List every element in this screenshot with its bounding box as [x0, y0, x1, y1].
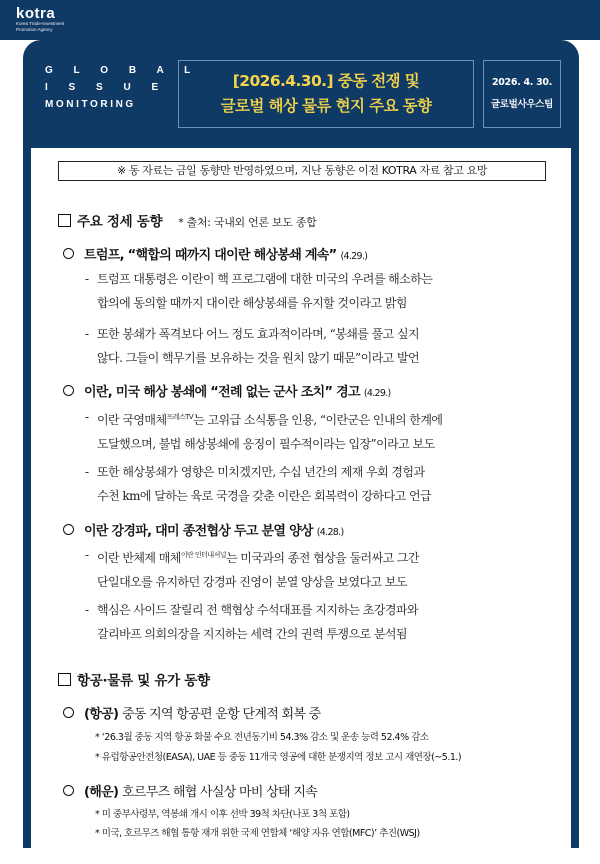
- superscript-source: 프레스TV: [166, 413, 194, 421]
- air-note-1: * ‘26.3월 중동 지역 항공 화물 수요 전년동기비 54.3% 감소 및 운송 능력 52.4% 감소: [95, 732, 429, 743]
- series-label: [45, 62, 199, 113]
- checkbox-square-icon: [58, 673, 71, 686]
- air-headline: [63, 703, 321, 722]
- notice-box: ※ 동 자료는 금일 동향만 반영하였으며, 지난 동향은 이전 KOTRA 자료 참고 요망: [58, 161, 546, 181]
- text-segment: 는 고위급 소식통을 인용, “이란군은 인내의 한계에: [193, 413, 443, 427]
- air-text: 중동 지역 항공편 운항 단계적 회복 중: [122, 707, 321, 722]
- circle-bullet-icon: [63, 385, 74, 396]
- superscript-source: 이란 인터내셔널: [180, 551, 226, 559]
- item-2-headline: [63, 381, 391, 400]
- text-line: 수천 km에 달하는 육로 국경을 갖춘 이란은 회복력이 강하다고 언급: [97, 488, 432, 503]
- item-1-headline: [63, 244, 367, 263]
- text-line: 않다. 그들이 핵무기를 보유하는 것을 원치 않기 때문”이라고 발언: [97, 350, 420, 365]
- series-line-2: I S S U E: [45, 82, 168, 93]
- report-body: [31, 148, 571, 848]
- circle-bullet-icon: [63, 248, 74, 259]
- item-3-headline: [63, 520, 343, 539]
- air-note-2: * 유럽항공안전청(EASA), UAE 등 중동 11개국 영공에 대한 분쟁지역 정보 고시 재연장(~5.1.): [95, 752, 462, 763]
- text-line: 합의에 동의할 때까지 대이란 해상봉쇄를 유지할 것이라고 밝힘: [97, 295, 407, 310]
- section-1-source: * 출처: 국내외 언론 보도 종합: [178, 216, 317, 229]
- logo-sub-2: Promotion Agency: [16, 26, 53, 32]
- item-3-point-2: - 핵심은 사이드 잘릴리 전 핵협상 수석대표를 지지하는 초강경파와 갈리바프 의회의장을 지지하는 세력 간의 권력 투쟁으로 분석됨: [85, 599, 555, 646]
- text-line: 핵심은 사이드 잘릴리 전 핵협상 수석대표를 지지하는 초강경파와: [97, 603, 418, 617]
- text-line: 도달했으며, 불법 해상봉쇄에 응징이 필수적이라는 입장”이라고 보도: [97, 436, 435, 451]
- item-1-point-1: - 트럼프 대통령은 이란이 핵 프로그램에 대한 미국의 우려를 해소하는 합의에 동의할 때까지 대이란 해상봉쇄를 유지할 것이라고 밝힘: [85, 268, 555, 315]
- title-box: [178, 60, 474, 128]
- section-2-heading: [58, 669, 210, 689]
- text-line: 또한 봉쇄가 폭격보다 어느 정도 효과적이라며, “봉쇄를 풀고 싶지: [97, 327, 420, 341]
- shipping-headline: [63, 781, 317, 800]
- air-label: (항공): [84, 707, 119, 722]
- text-segment: 이란 국영매체: [97, 413, 167, 427]
- report-title-line-1: [2026.4.30.] 중동 전쟁 및: [232, 72, 420, 90]
- item-1-title: 트럼프, “핵합의 때까지 대이란 해상봉쇄 계속”: [84, 248, 337, 263]
- shipping-note-2: * 미국, 호르무즈 해협 통항 재개 위한 국제 연합체 ‘해양 자유 연합(MFC)’ 추진(WSJ): [95, 828, 420, 839]
- shipping-note-1: * 미 중부사령부, 역봉쇄 개시 이후 선박 39척 차단(나포 3척 포함): [95, 809, 350, 820]
- section-2-title: 항공·물류 및 유가 동향: [77, 673, 210, 689]
- text-line: 단일대오를 유지하던 강경파 진영이 분열 양상을 보였다고 보도: [97, 574, 407, 589]
- item-3-date: (4.28.): [316, 527, 344, 538]
- item-2-date: (4.29.): [363, 388, 391, 399]
- shipping-label: (해운): [84, 785, 119, 800]
- item-3-title: 이란 강경파, 대미 종전협상 두고 분열 양상: [84, 524, 313, 539]
- report-header: [23, 40, 579, 148]
- item-1-date: (4.29.): [340, 251, 368, 262]
- item-1-point-2: - 또한 봉쇄가 폭격보다 어느 정도 효과적이라며, “봉쇄를 풀고 싶지 않다. 그들이 핵무기를 보유하는 것을 원치 않기 때문”이라고 발언: [85, 323, 555, 370]
- text-segment: 는 미국과의 종전 협상을 둘러싸고 그간: [226, 551, 419, 565]
- report-date: 2026. 4. 30.: [491, 77, 553, 88]
- text-line: 트럼프 대통령은 이란이 핵 프로그램에 대한 미국의 우려를 해소하는: [97, 272, 433, 286]
- logo-word: kotra: [16, 5, 56, 22]
- circle-bullet-icon: [63, 707, 74, 718]
- top-band: [0, 0, 600, 40]
- report-frame: [23, 40, 579, 848]
- item-2-point-1: - 이란 국영매체$^{프레스TV}$는 고위급 소식통을 인용, “이란군은 인내의 한계에 도달했으며, 불법 해상봉쇄에 응징이 필수적이라는 입장”이라고 보도: [85, 406, 555, 456]
- item-3-point-1: - 이란 반체제 매체$^{이란 인터내셔널}$는 미국과의 종전 협상을 둘러싸고 그간 단일대오를 유지하던 강경파 진영이 분열 양상을 보였다고 보도: [85, 544, 555, 594]
- item-2-point-2: - 또한 해상봉쇄가 영향은 미치겠지만, 수십 년간의 제재 우회 경험과 수천 km에 달하는 육로 국경을 갖춘 이란은 회복력이 강하다고 언급: [85, 461, 555, 508]
- shipping-text: 호르무즈 해협 사실상 마비 상태 지속: [122, 785, 318, 800]
- date-box: [483, 60, 561, 128]
- text-segment: 이란 반체제 매체: [97, 551, 181, 565]
- kotra-logo: [16, 6, 64, 32]
- series-line-1: G L O B A L: [45, 65, 200, 76]
- text-line: 또한 해상봉쇄가 영향은 미치겠지만, 수십 년간의 제재 우회 경험과: [97, 465, 425, 479]
- report-title-line-2: 글로벌 해상 물류 현지 주요 동향: [220, 97, 432, 115]
- circle-bullet-icon: [63, 524, 74, 535]
- logo-sub-1: Korea Trade-Investment: [16, 21, 65, 26]
- text-line: 갈리바프 의회의장을 지지하는 세력 간의 권력 투쟁으로 분석됨: [97, 626, 407, 641]
- section-1-title: 주요 정세 동향: [77, 214, 163, 230]
- item-2-title: 이란, 미국 해상 봉쇄에 “전례 없는 군사 조치” 경고: [84, 385, 360, 400]
- checkbox-square-icon: [58, 214, 71, 227]
- section-1-heading: [58, 210, 316, 230]
- circle-bullet-icon: [63, 785, 74, 796]
- report-author: 글로벌사우스팀: [490, 99, 554, 110]
- series-line-3: MONITORING: [45, 99, 136, 110]
